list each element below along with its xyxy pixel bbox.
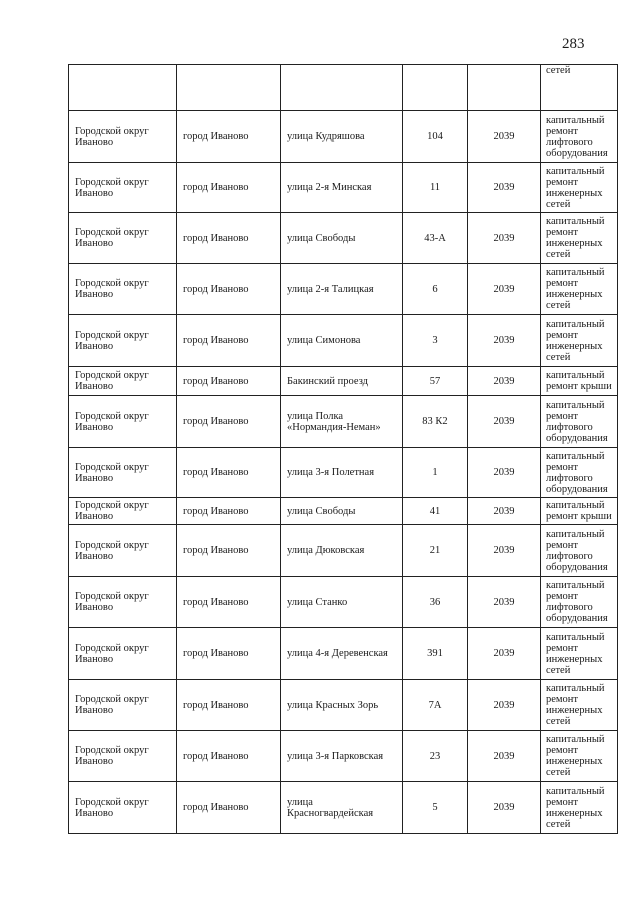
city-cell: город Иваново bbox=[177, 315, 281, 367]
table-row bbox=[69, 782, 618, 834]
house-cell: 5 bbox=[403, 782, 468, 834]
work-cell: капитальный ремонт инженерных сетей bbox=[541, 731, 618, 782]
district-cell: Городской округ Иваново bbox=[69, 264, 177, 315]
house-cell: 3 bbox=[403, 315, 468, 367]
house-cell: 21 bbox=[403, 525, 468, 577]
work-cell: капитальный ремонт лифтового оборудования bbox=[541, 577, 618, 628]
year-cell: 2039 bbox=[468, 315, 541, 367]
house-cell: 83 К2 bbox=[403, 396, 468, 448]
street-cell: улица Станко bbox=[281, 577, 403, 628]
work-cell: сетей bbox=[541, 65, 618, 111]
year-cell: 2039 bbox=[468, 577, 541, 628]
street-cell: улица Красных Зорь bbox=[281, 680, 403, 731]
district-cell: Городской округ Иваново bbox=[69, 448, 177, 498]
year-cell: 2039 bbox=[468, 448, 541, 498]
city-cell: город Иваново bbox=[177, 213, 281, 264]
year-cell: 2039 bbox=[468, 111, 541, 163]
year-cell: 2039 bbox=[468, 213, 541, 264]
table-row bbox=[69, 111, 618, 163]
table-row bbox=[69, 731, 618, 782]
work-cell: капитальный ремонт инженерных сетей bbox=[541, 163, 618, 213]
year-cell: 2039 bbox=[468, 264, 541, 315]
work-cell: капитальный ремонт инженерных сетей bbox=[541, 264, 618, 315]
district-cell bbox=[69, 65, 177, 111]
year-cell: 2039 bbox=[468, 498, 541, 525]
work-cell: капитальный ремонт инженерных сетей bbox=[541, 628, 618, 680]
work-cell: капитальный ремонт лифтового оборудования bbox=[541, 396, 618, 448]
table-row bbox=[69, 577, 618, 628]
table-row bbox=[69, 525, 618, 577]
district-cell: Городской округ Иваново bbox=[69, 498, 177, 525]
work-cell: капитальный ремонт инженерных сетей bbox=[541, 782, 618, 834]
table-row bbox=[69, 448, 618, 498]
street-cell: улица Дюковская bbox=[281, 525, 403, 577]
work-cell: капитальный ремонт крыши bbox=[541, 498, 618, 525]
district-cell: Городской округ Иваново bbox=[69, 628, 177, 680]
street-cell: улица Кудряшова bbox=[281, 111, 403, 163]
table-row bbox=[69, 163, 618, 213]
year-cell: 2039 bbox=[468, 680, 541, 731]
street-cell: улица 3-я Полетная bbox=[281, 448, 403, 498]
district-cell: Городской округ Иваново bbox=[69, 577, 177, 628]
city-cell: город Иваново bbox=[177, 731, 281, 782]
house-cell: 43-А bbox=[403, 213, 468, 264]
table-row bbox=[69, 315, 618, 367]
table-row bbox=[69, 213, 618, 264]
house-cell: 36 bbox=[403, 577, 468, 628]
city-cell: город Иваново bbox=[177, 577, 281, 628]
work-cell: капитальный ремонт крыши bbox=[541, 367, 618, 396]
year-cell: 2039 bbox=[468, 396, 541, 448]
house-cell: 104 bbox=[403, 111, 468, 163]
year-cell: 2039 bbox=[468, 367, 541, 396]
work-cell: капитальный ремонт инженерных сетей bbox=[541, 315, 618, 367]
street-cell: улица Красногвардейская bbox=[281, 782, 403, 834]
work-cell: капитальный ремонт инженерных сетей bbox=[541, 213, 618, 264]
district-cell: Городской округ Иваново bbox=[69, 315, 177, 367]
house-cell: 41 bbox=[403, 498, 468, 525]
year-cell: 2039 bbox=[468, 163, 541, 213]
repair-schedule-table bbox=[68, 64, 618, 834]
house-cell: 11 bbox=[403, 163, 468, 213]
district-cell: Городской округ Иваново bbox=[69, 111, 177, 163]
work-cell: капитальный ремонт лифтового оборудования bbox=[541, 448, 618, 498]
table-row bbox=[69, 396, 618, 448]
city-cell: город Иваново bbox=[177, 680, 281, 731]
table-row bbox=[69, 680, 618, 731]
table-row bbox=[69, 367, 618, 396]
district-cell: Городской округ Иваново bbox=[69, 396, 177, 448]
street-cell bbox=[281, 65, 403, 111]
street-cell: улица Свободы bbox=[281, 498, 403, 525]
year-cell: 2039 bbox=[468, 525, 541, 577]
work-cell: капитальный ремонт лифтового оборудования bbox=[541, 111, 618, 163]
work-cell: капитальный ремонт инженерных сетей bbox=[541, 680, 618, 731]
table-row bbox=[69, 498, 618, 525]
house-cell: 1 bbox=[403, 448, 468, 498]
district-cell: Городской округ Иваново bbox=[69, 163, 177, 213]
street-cell: улица 3-я Парковская bbox=[281, 731, 403, 782]
city-cell: город Иваново bbox=[177, 448, 281, 498]
house-cell: 7А bbox=[403, 680, 468, 731]
house-cell: 391 bbox=[403, 628, 468, 680]
district-cell: Городской округ Иваново bbox=[69, 525, 177, 577]
district-cell: Городской округ Иваново bbox=[69, 213, 177, 264]
table-row-continuation bbox=[69, 65, 618, 111]
table-row bbox=[69, 264, 618, 315]
city-cell: город Иваново bbox=[177, 498, 281, 525]
city-cell: город Иваново bbox=[177, 367, 281, 396]
city-cell: город Иваново bbox=[177, 525, 281, 577]
street-cell: улица Симонова bbox=[281, 315, 403, 367]
street-cell: улица 2-я Минская bbox=[281, 163, 403, 213]
city-cell: город Иваново bbox=[177, 396, 281, 448]
year-cell bbox=[468, 65, 541, 111]
city-cell: город Иваново bbox=[177, 628, 281, 680]
house-cell: 23 bbox=[403, 731, 468, 782]
street-cell: улица 4-я Деревенская bbox=[281, 628, 403, 680]
city-cell: город Иваново bbox=[177, 163, 281, 213]
district-cell: Городской округ Иваново bbox=[69, 680, 177, 731]
city-cell: город Иваново bbox=[177, 264, 281, 315]
city-cell: город Иваново bbox=[177, 782, 281, 834]
street-cell: улица Полка «Нормандия-Неман» bbox=[281, 396, 403, 448]
house-cell bbox=[403, 65, 468, 111]
year-cell: 2039 bbox=[468, 628, 541, 680]
year-cell: 2039 bbox=[468, 782, 541, 834]
house-cell: 6 bbox=[403, 264, 468, 315]
district-cell: Городской округ Иваново bbox=[69, 731, 177, 782]
street-cell: улица 2-я Талицкая bbox=[281, 264, 403, 315]
table-body bbox=[69, 65, 618, 834]
street-cell: Бакинский проезд bbox=[281, 367, 403, 396]
work-cell: капитальный ремонт лифтового оборудования bbox=[541, 525, 618, 577]
city-cell: город Иваново bbox=[177, 111, 281, 163]
table-row bbox=[69, 628, 618, 680]
year-cell: 2039 bbox=[468, 731, 541, 782]
city-cell bbox=[177, 65, 281, 111]
district-cell: Городской округ Иваново bbox=[69, 782, 177, 834]
street-cell: улица Свободы bbox=[281, 213, 403, 264]
page-number: 283 bbox=[562, 36, 585, 52]
district-cell: Городской округ Иваново bbox=[69, 367, 177, 396]
house-cell: 57 bbox=[403, 367, 468, 396]
